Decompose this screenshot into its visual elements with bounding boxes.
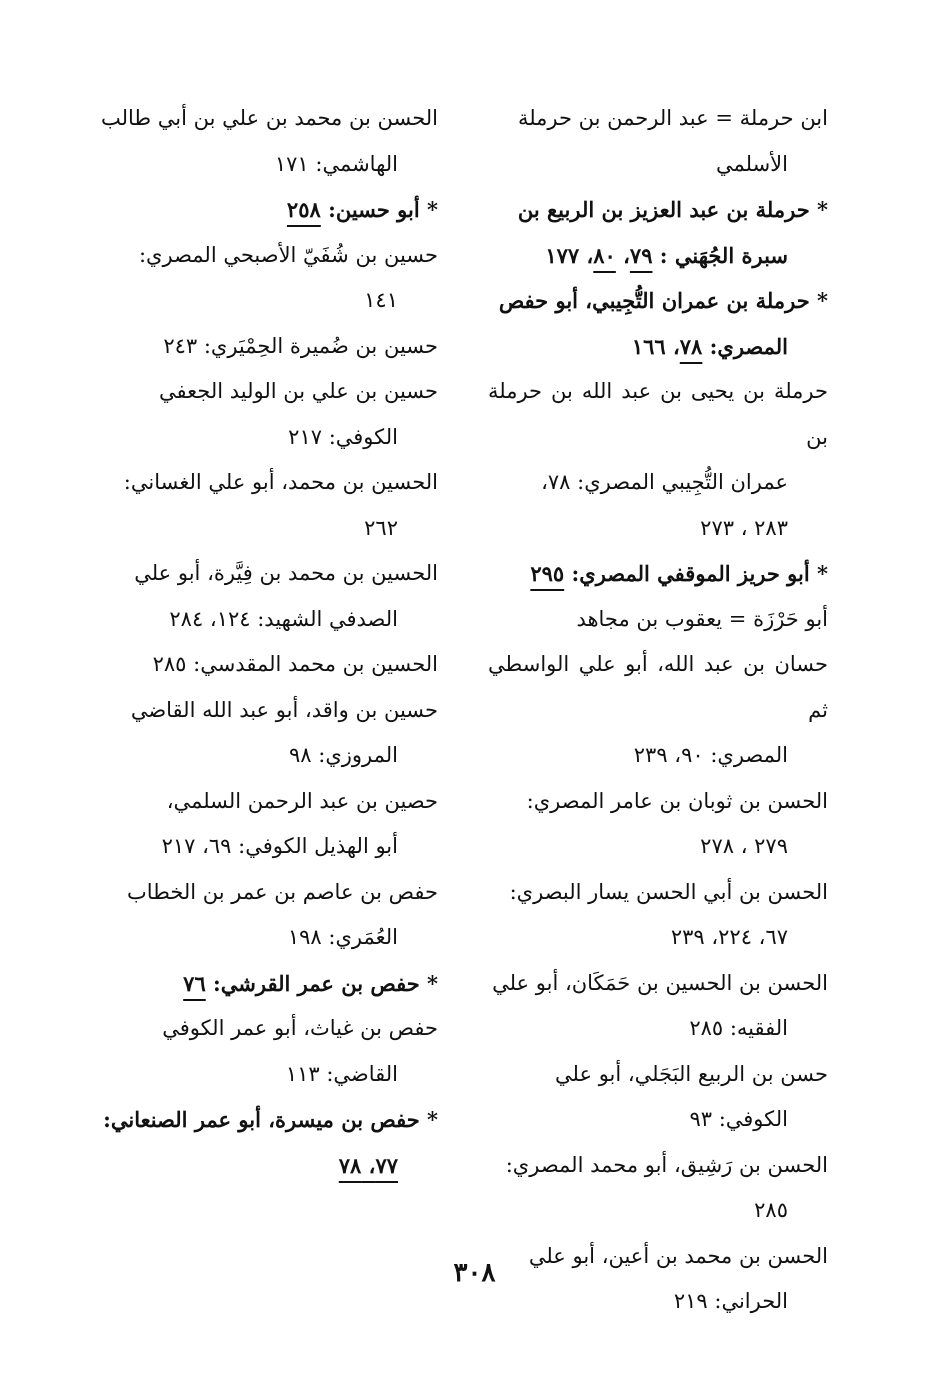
entry-heading: * حرملة بن عمران التُّجِيبي، أبو حفص — [498, 288, 828, 313]
index-entry — [100, 870, 438, 961]
entry-continuation: القاضي: ١١٣ — [285, 1061, 398, 1086]
entry-continuation: المصري: ٩٠، ٢٣٩ — [633, 743, 788, 767]
index-entry — [100, 961, 438, 1007]
left-column — [100, 96, 438, 1188]
entry-heading: أبو حَرْزَة = يعقوب بن مجاهد — [576, 606, 828, 631]
index-entry — [488, 278, 828, 369]
entry-heading: حفص بن غياث، أبو عمر الكوفي — [162, 1016, 438, 1040]
index-entry — [488, 1052, 828, 1143]
entry-text-segment: سبرة الجُهَني : — [652, 242, 788, 268]
entry-heading: * حرملة بن عبد العزيز بن الربيع بن — [517, 197, 828, 222]
entry-continuation: ٢٨٣ ، ٢٧٣ — [700, 515, 788, 540]
entry-continuation: الحراني: ٢١٩ — [673, 1289, 788, 1313]
index-entry — [100, 369, 438, 460]
index-entry — [100, 187, 438, 233]
index-entry — [100, 324, 438, 370]
entry-heading: حصين بن عبد الرحمن السلمي، — [166, 788, 438, 813]
entry-heading: حفص بن عاصم بن عمر بن الخطاب — [126, 879, 438, 904]
entry-continuation: ٦٧، ٢٢٤، ٢٣٩ — [670, 925, 788, 949]
entry-continuation: الفقيه: ٢٨٥ — [689, 1016, 788, 1040]
entry-heading: حسين بن علي بن الوليد الجعفي — [159, 379, 438, 403]
index-entry — [488, 96, 828, 187]
entry-continuation: الأسلمي — [715, 151, 788, 176]
entry-heading: الحسن بن الحسين بن حَمَكَان، أبو علي — [492, 970, 828, 995]
index-entry — [100, 460, 438, 551]
right-column — [488, 96, 828, 1325]
entry-continuation: الكوفي: ٢١٧ — [288, 424, 398, 449]
index-entry — [488, 1143, 828, 1234]
entry-heading: الحسين بن محمد، أبو علي الغساني: — [123, 470, 438, 494]
entry-heading: حسان بن عبد الله، أبو علي الواسطي ثم — [488, 652, 828, 722]
entry-continuation: العُمَري: ١٩٨ — [287, 925, 398, 949]
entry-continuation: ٢٧٩ ، ٢٧٨ — [700, 834, 788, 858]
entry-continuation: ٢٦٢ — [364, 515, 398, 540]
entry-text-segment: ، ١٦٦ — [631, 333, 680, 359]
underlined-page-ref: ٧٦ — [183, 970, 206, 996]
entry-heading: الحسن بن أبي الحسن يسار البصري: — [509, 879, 828, 904]
entry-heading — [287, 197, 438, 222]
entry-heading: الحسن بن رَشِيق، أبو محمد المصري: — [505, 1152, 828, 1177]
entry-text-segment: ، — [615, 242, 630, 268]
entry-continuation — [488, 324, 828, 370]
entry-text-segment: المصري: — [702, 333, 788, 359]
index-entry — [488, 779, 828, 870]
entry-heading: حسن بن الربيع البَجَلي، أبو علي — [555, 1061, 828, 1086]
index-entry — [488, 187, 828, 278]
entry-heading — [530, 561, 828, 586]
entry-heading: الحسن بن ثوبان بن عامر المصري: — [526, 788, 828, 813]
index-entry — [100, 779, 438, 870]
entry-heading: حسين بن واقد، أبو عبد الله القاضي — [130, 697, 438, 722]
entry-text-segment: * أبو حريز الموقفي المصري: — [564, 561, 828, 586]
underlined-page-ref: ٧٨ — [679, 333, 703, 359]
index-entry — [488, 870, 828, 961]
entry-text-segment: * أبو حسين: — [320, 197, 438, 222]
entry-continuation — [488, 233, 828, 279]
index-entry — [488, 961, 828, 1052]
entry-heading: الحسن بن محمد بن علي بن أبي طالب — [101, 106, 438, 130]
index-entry — [100, 551, 438, 642]
entry-heading: ابن حرملة = عبد الرحمن بن حرملة — [517, 106, 828, 130]
index-entry — [488, 642, 828, 779]
index-entry — [488, 369, 828, 551]
index-entry — [488, 551, 828, 597]
index-entry — [100, 1006, 438, 1097]
underlined-page-ref: ٧٧، ٧٨ — [338, 1152, 398, 1178]
entry-continuation: المروزي: ٩٨ — [289, 743, 398, 767]
index-entry — [100, 642, 438, 688]
underlined-page-ref: ٢٩٥ — [530, 561, 565, 586]
entry-continuation: عمران التُّجِيبي المصري: ٧٨، — [541, 470, 788, 494]
entry-continuation — [100, 1143, 438, 1189]
entry-heading — [183, 971, 438, 996]
index-entry — [100, 688, 438, 779]
underlined-page-ref: ٨٠ — [593, 242, 616, 268]
index-entry — [100, 96, 438, 187]
entry-heading: الحسين بن محمد المقدسي: ٢٨٥ — [152, 652, 438, 676]
entry-text-segment: * حفص بن عمر القرشي: — [205, 970, 438, 996]
entry-heading: حرملة بن يحيى بن عبد الله بن حرملة بن — [488, 379, 828, 449]
entry-continuation: أبو الهذيل الكوفي: ٦٩، ٢١٧ — [161, 834, 398, 858]
entry-continuation: الصدفي الشهيد: ١٢٤، ٢٨٤ — [169, 606, 398, 631]
entry-text-segment: ، ١٧٧ — [545, 242, 594, 268]
entry-heading: * حفص بن ميسرة، أبو عمر الصنعاني: — [103, 1107, 438, 1132]
entry-continuation: ٢٨٥ — [754, 1198, 788, 1222]
entry-continuation: الهاشمي: ١٧١ — [274, 151, 398, 176]
entry-heading: الحسين بن محمد بن فِيَّرة، أبو علي — [134, 561, 438, 585]
entry-heading: حسين بن شُفَيّ الأصبحي المصري: — [138, 242, 438, 267]
entry-continuation: الكوفي: ٩٣ — [689, 1107, 788, 1131]
underlined-page-ref: ٢٥٨ — [286, 197, 321, 222]
entry-heading: حسين بن ضُميرة الحِمْيَري: ٢٤٣ — [163, 333, 438, 358]
entry-continuation: ١٤١ — [364, 288, 398, 312]
index-entry — [100, 1097, 438, 1188]
index-entry — [100, 233, 438, 324]
entry-heading: الحسن بن محمد بن أعين، أبو علي — [528, 1243, 828, 1268]
index-entry — [488, 597, 828, 643]
page-number: ٣٠٨ — [453, 1258, 496, 1288]
underlined-page-ref: ٧٩ — [629, 242, 653, 268]
